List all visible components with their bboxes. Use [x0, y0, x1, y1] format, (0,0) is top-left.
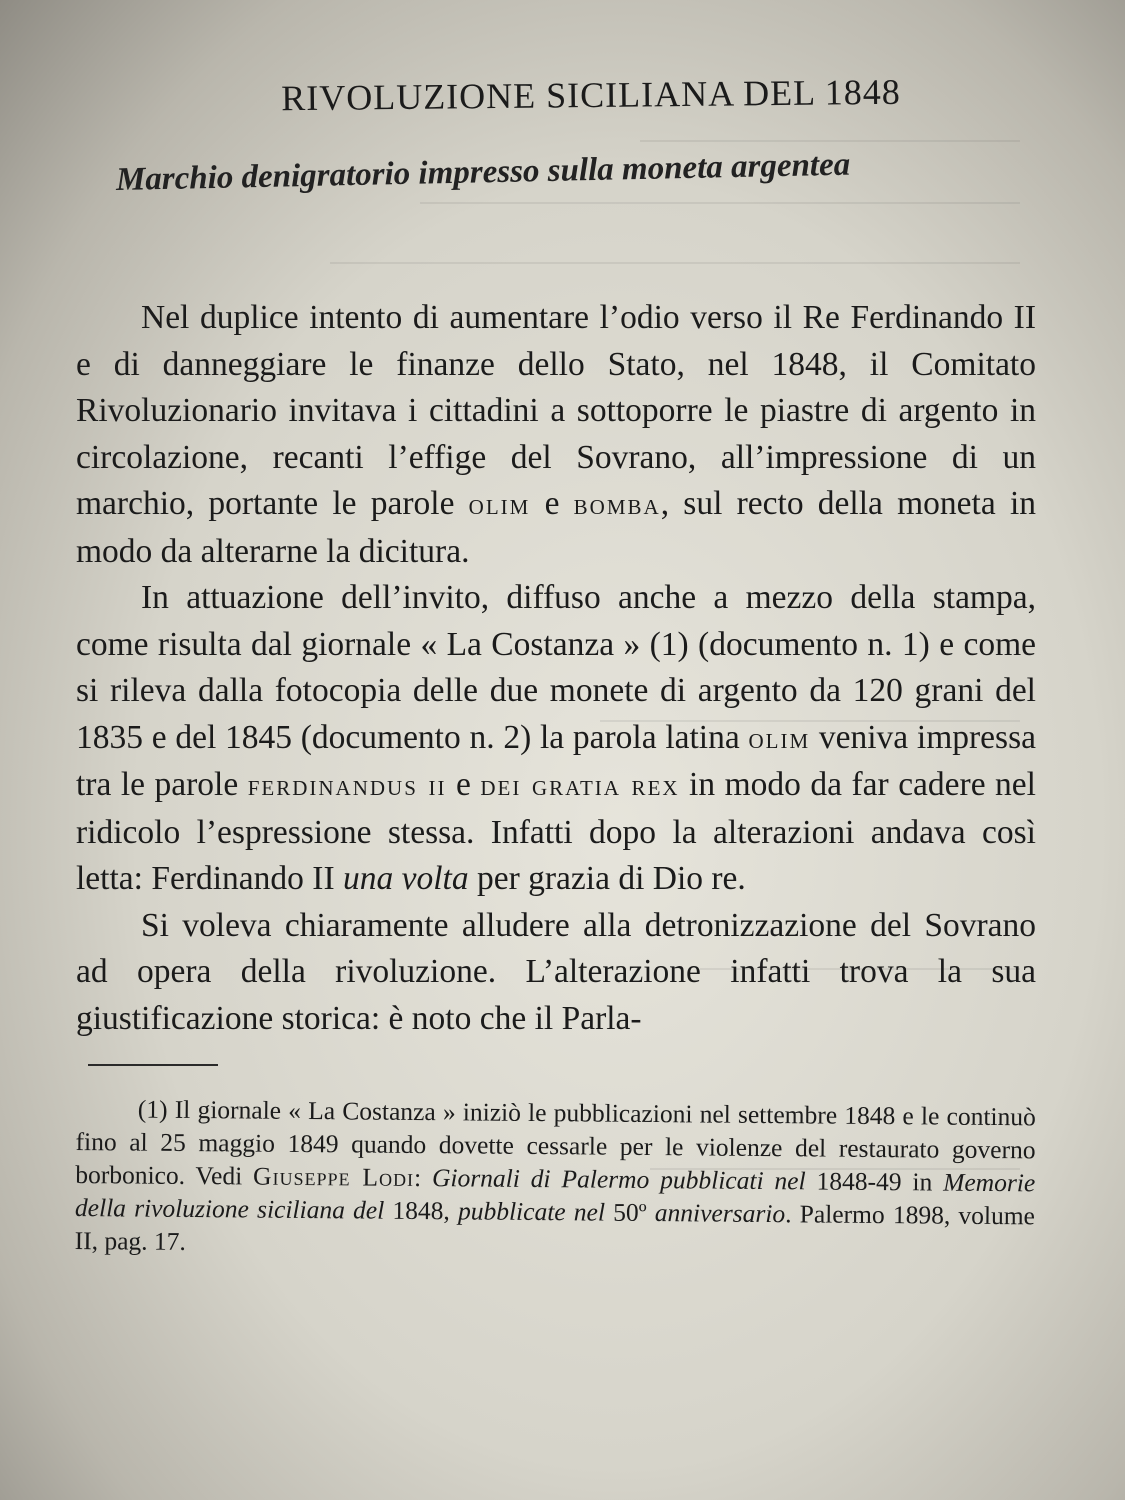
small-caps-bomba: bomba — [573, 488, 661, 521]
paragraph-1 — [76, 295, 1036, 575]
paragraph-1-text-a: Nel duplice intento di aumentare l’odio verso il Re Ferdinando II e di danneggiare le finanze dello Stato, nel 1848, il Comitato Rivoluzionario invitava i cittadini a sottoporre le piastre di argento in circolazione, recanti l’effige del Sovrano, all’impressione di un marchio, portante le parole — [76, 299, 1036, 522]
paragraph-3: Si voleva chiaramente alludere alla detronizzazione del Sovrano ad opera della rivoluzione. L’alterazione infatti trova la sua giustificazione storica: è noto che il Parla- — [76, 906, 1036, 1037]
paragraph-1-conjunction: e — [530, 485, 574, 522]
small-caps-olim: olim — [468, 488, 531, 521]
paragraph-2-text-b: veniva impressa tra le parole — [76, 718, 1036, 803]
italic-una-volta: una volta — [343, 860, 469, 897]
paragraph-2-conjunction: e — [446, 766, 481, 803]
paragraph-1-text-b: , sul recto della moneta in modo da alterarne la dicitura. — [76, 485, 1037, 570]
footnote-separator — [88, 1064, 218, 1066]
footnote — [75, 1092, 1036, 1265]
footnote-colon: : — [413, 1162, 433, 1193]
page-title: RIVOLUZIONE SICILIANA DEL 1848 — [281, 71, 901, 119]
paragraph-2-text-c: in modo da far cadere nel ridicolo l’espressione stessa. Infatti dopo la alterazioni andava così letta: Ferdinando II — [76, 766, 1036, 897]
footnote-text-b: . Palermo 1898, volume II, pag. 17. — [74, 1199, 1036, 1256]
footnote-collection-title: Memorie della rivoluzione siciliana del — [74, 1167, 1036, 1225]
small-caps-dei-gratia-rex: dei gratia rex — [480, 769, 680, 802]
small-caps-olim-2: olim — [748, 721, 811, 755]
paragraph-2-text-a: In attuazione dell’invito, diffuso anche a mezzo della stampa, come risulta dal giornale « La Costanza » (1) (documento n. 1) e come si rileva dalla fotocopia delle due monete di argento da 120 grani del 1835 e del 1845 (documento n. 2) la parola latina — [76, 579, 1036, 756]
footnote-work-title: Giornali di Palermo pubblicati nel — [431, 1163, 806, 1196]
body-text — [76, 295, 1036, 1042]
footnote-author: Giuseppe Lodi — [253, 1161, 415, 1192]
small-caps-ferdinandus: ferdinandus ii — [247, 769, 447, 802]
page-text — [76, 62, 1036, 1257]
footnote-year-2: 1848, — [384, 1195, 459, 1226]
paragraph-2-text-d: per grazia di Dio re. — [468, 860, 746, 897]
footnote-in: in — [912, 1167, 944, 1197]
footnote-anniversary: anniversario — [654, 1198, 786, 1229]
page-subtitle: Marchio denigratorio impresso sulla moneta argentea — [115, 146, 851, 198]
footnote-pub: pubblicate nel — [457, 1196, 606, 1227]
paragraph-2 — [76, 575, 1036, 903]
footnote-ordinal: 50º — [604, 1197, 655, 1228]
footnote-year: 1848-49 — [805, 1166, 913, 1197]
footnote-text-a: (1) Il giornale « La Costanza » iniziò le pubblicazioni nel settembre 1848 e le continuò fino al 25 maggio 1849 quando dovette cessarle per le violenze del restaurato governo borbonico. Vedi — [75, 1094, 1036, 1191]
